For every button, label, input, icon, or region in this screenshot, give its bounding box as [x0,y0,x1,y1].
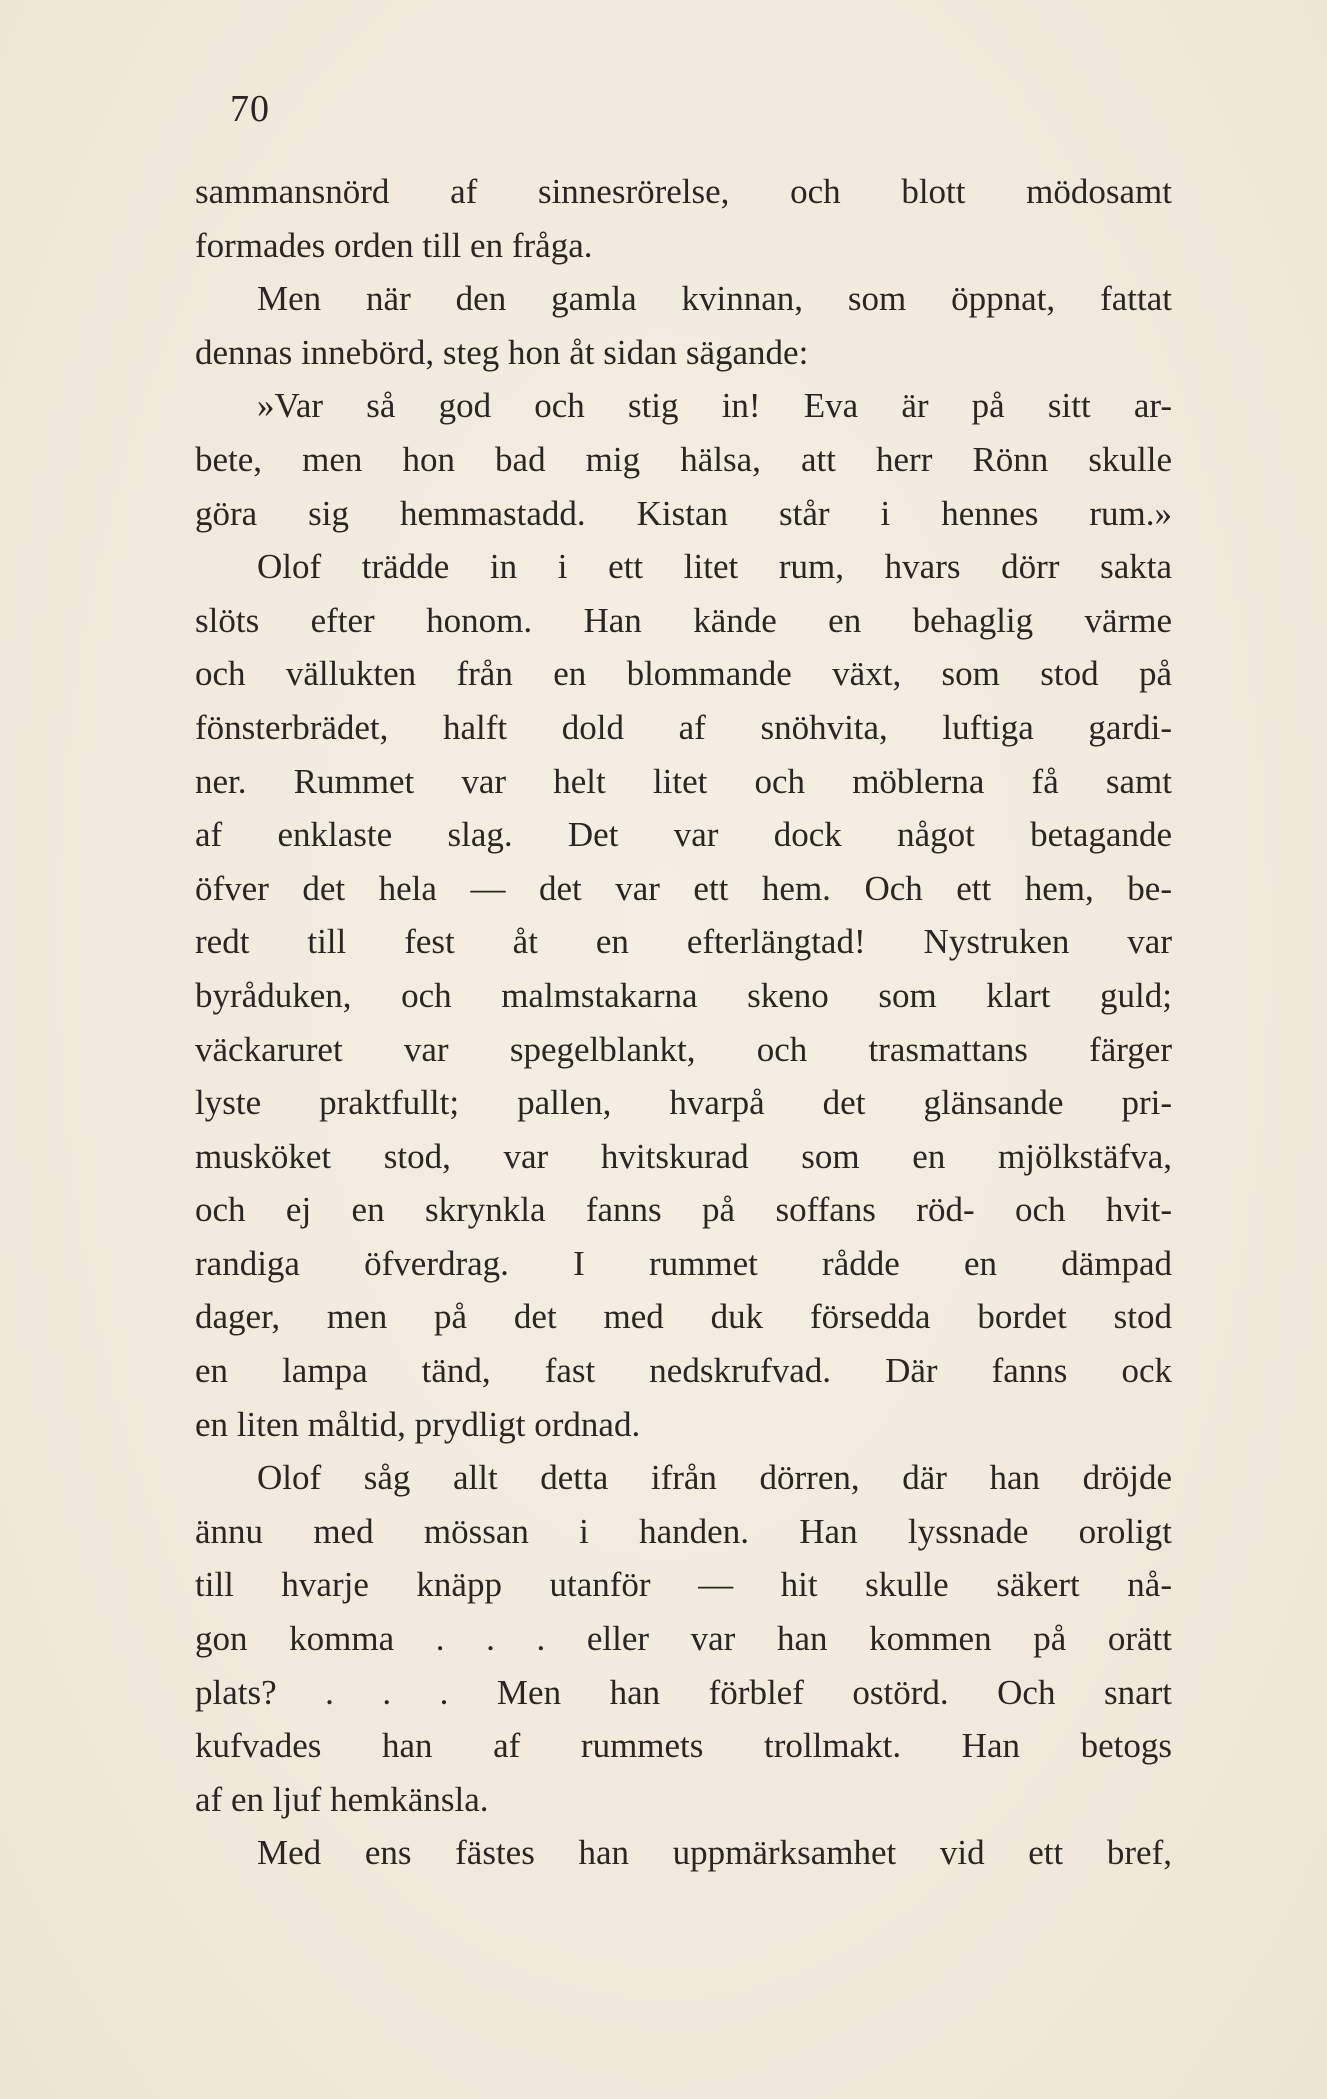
text-line: redt till fest åt en efterlängtad! Nystruken var [195,922,1172,962]
text-line: öfver det hela — det var ett hem. Och ett hem, be- [195,868,1172,908]
text-line: och ej en skrynkla fanns på soffans röd- och hvit- [195,1190,1172,1230]
text-line: formades orden till en fråga. [195,225,593,265]
text-line: och vällukten från en blommande växt, som stod på [195,654,1172,694]
text-line: fönsterbrädet, halft dold af snöhvita, luftiga gardi- [195,707,1172,747]
text-line: ner. Rummet var helt litet och möblerna få samt [195,761,1172,801]
text-line: Med ens fästes han uppmärksamhet vid ett bref, [257,1833,1172,1873]
text-line: plats? . . . Men han förblef ostörd. Och snart [195,1672,1172,1712]
text-line: randiga öfverdrag. I rummet rådde en dämpad [195,1243,1172,1283]
text-line: väckaruret var spegelblankt, och trasmattans färger [195,1029,1172,1069]
page-number: 70 [230,88,270,130]
text-line: byråduken, och malmstakarna skeno som klart guld; [195,975,1172,1015]
text-line: af enklaste slag. Det var dock något betagande [195,815,1172,855]
text-line: Olof trädde in i ett litet rum, hvars dörr sakta [257,547,1172,587]
text-line: bete, men hon bad mig hälsa, att herr Rönn skulle [195,439,1172,479]
text-line: ännu med mössan i handen. Han lyssnade oroligt [195,1511,1172,1551]
text-line: dager, men på det med duk försedda bordet stod [195,1297,1172,1337]
text-line: musköket stod, var hvitskurad som en mjölkstäfva, [195,1136,1172,1176]
text-line: sammansnörd af sinnesrörelse, och blott mödosamt [195,172,1172,211]
text-line: Olof såg allt detta ifrån dörren, där han dröjde [257,1458,1172,1498]
text-line: kufvades han af rummets trollmakt. Han betogs [195,1726,1172,1766]
text-line: »Var så god och stig in! Eva är på sitt ar- [257,386,1172,426]
text-line: göra sig hemmastadd. Kistan står i hennes rum.» [195,493,1172,533]
text-line: en lampa tänd, fast nedskrufvad. Där fanns ock [195,1351,1172,1391]
text-line: gon komma . . . eller var han kommen på orätt [195,1619,1172,1659]
text-line: en liten måltid, prydligt ordnad. [195,1404,641,1444]
text-line: Men när den gamla kvinnan, som öppnat, fattat [257,279,1172,319]
body-text [195,165,1172,1880]
text-line: af en ljuf hemkänsla. [195,1779,489,1819]
text-line: dennas innebörd, steg hon åt sidan sägande: [195,332,809,372]
text-line: till hvarje knäpp utanför — hit skulle säkert nå- [195,1565,1172,1605]
text-line: lyste praktfullt; pallen, hvarpå det glänsande pri- [195,1083,1172,1123]
text-line: slöts efter honom. Han kände en behaglig värme [195,600,1172,640]
